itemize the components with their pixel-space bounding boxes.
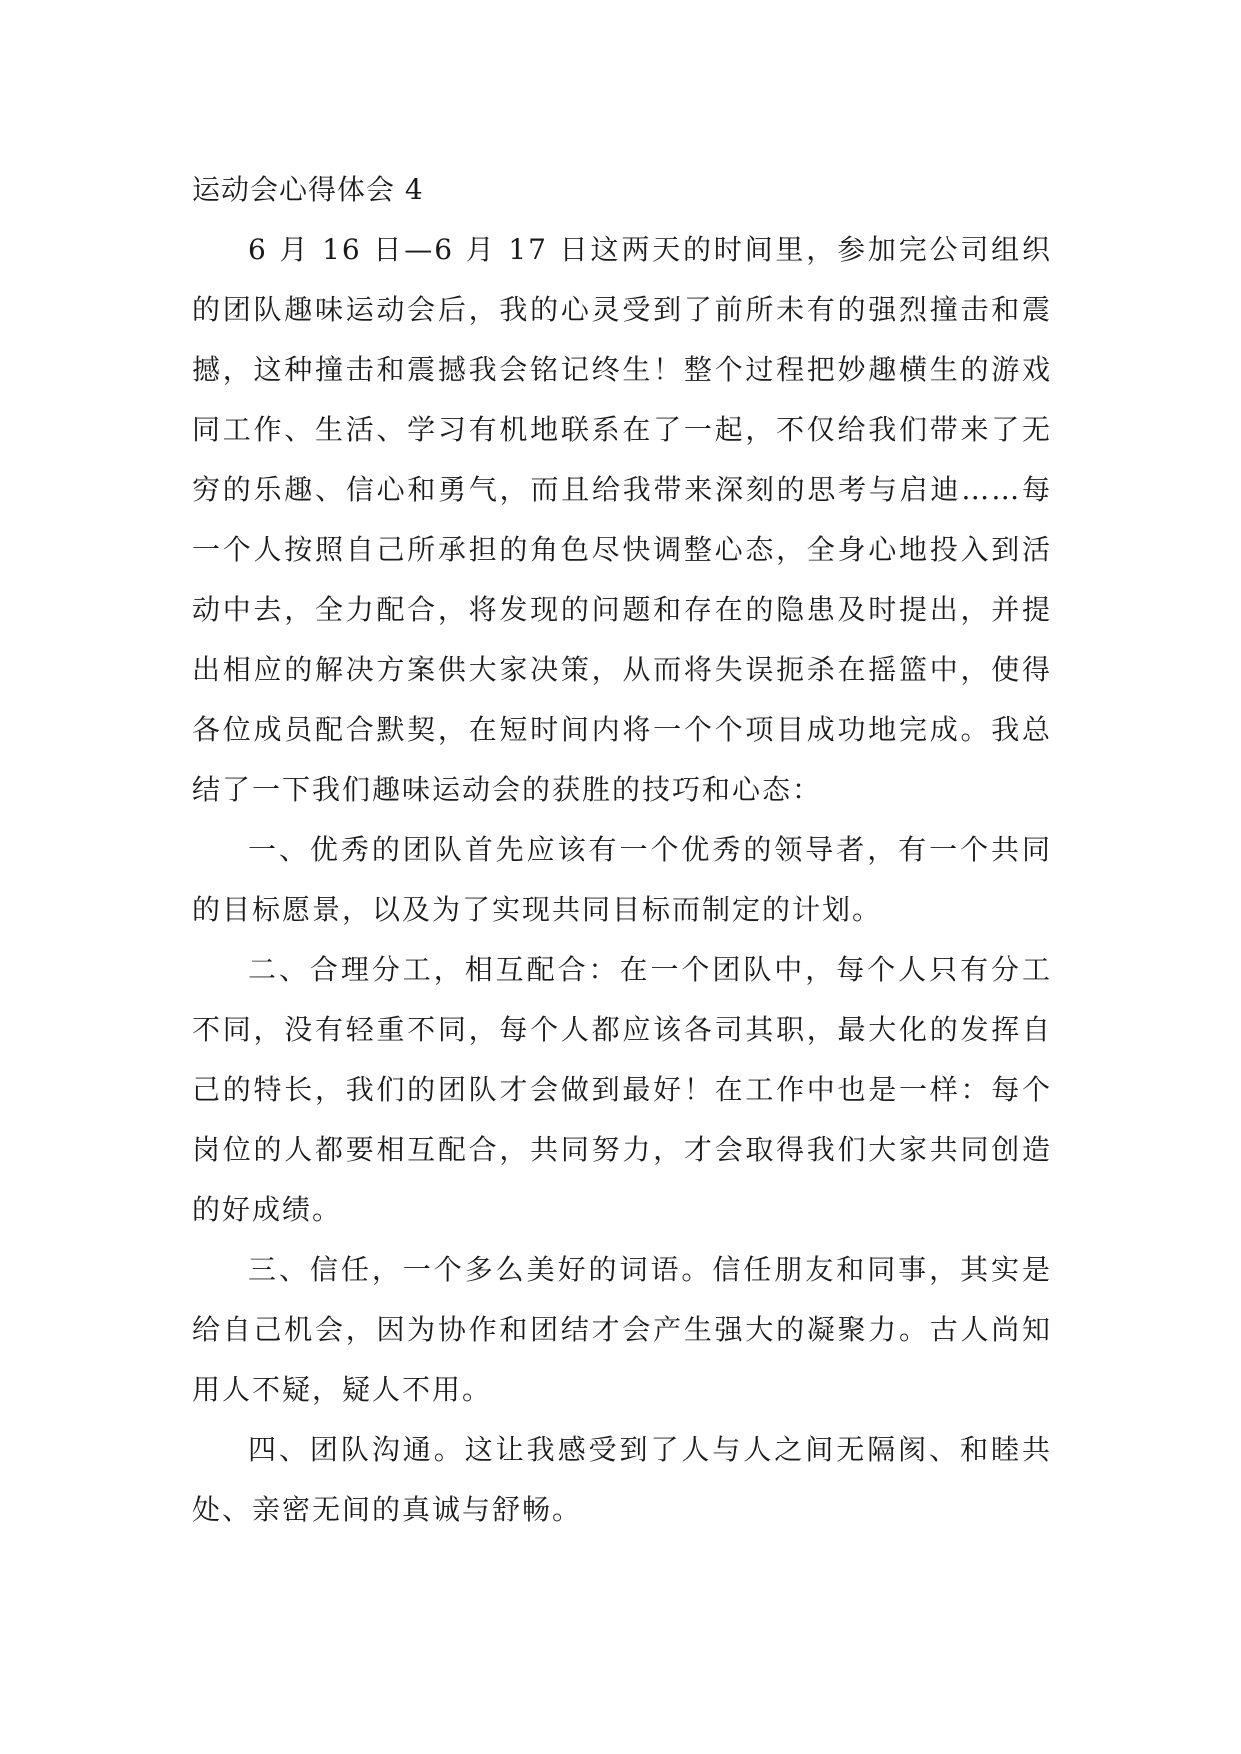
paragraph-point-4: 四、团队沟通。这让我感受到了人与人之间无隔阂、和睦共处、亲密无间的真诚与舒畅。: [192, 1433, 1052, 1526]
paragraph-point-1: 一、优秀的团队首先应该有一个优秀的领导者，有一个共同的目标愿景，以及为了实现共同目标而制定的计划。: [192, 833, 1052, 926]
document-page: [192, 160, 1052, 1540]
paragraph-intro: 6 月 16 日—6 月 17 日这两天的时间里，参加完公司组织的团队趣味运动会后，我的心灵受到了前所未有的强烈撞击和震撼，这种撞击和震撼我会铭记终生！整个过程把妙趣横生的游戏同工作、生活、学习有机地联系在了一起，不仅给我们带来了无穷的乐趣、信心和勇气，而且给我带来深刻的思考与启迪……每一个人按照自己所承担的角色尽快调整心态，全身心地投入到活动中去，全力配合，将发现的问题和存在的隐患及时提出，并提出相应的解决方案供大家决策，从而将失误扼杀在摇篮中，使得各位成员配合默契，在短时间内将一个个项目成功地完成。我总结了一下我们趣味运动会的获胜的技巧和心态：: [192, 233, 1052, 806]
paragraph-point-2: 二、合理分工，相互配合：在一个团队中，每个人只有分工不同，没有轻重不同，每个人都应该各司其职，最大化的发挥自己的特长，我们的团队才会做到最好！在工作中也是一样：每个岗位的人都要相互配合，共同努力，才会取得我们大家共同创造的好成绩。: [192, 953, 1052, 1226]
paragraph-point-3: 三、信任，一个多么美好的词语。信任朋友和同事，其实是给自己机会，因为协作和团结才会产生强大的凝聚力。古人尚知用人不疑，疑人不用。: [192, 1253, 1052, 1406]
document-title: 运动会心得体会 4: [192, 173, 424, 206]
